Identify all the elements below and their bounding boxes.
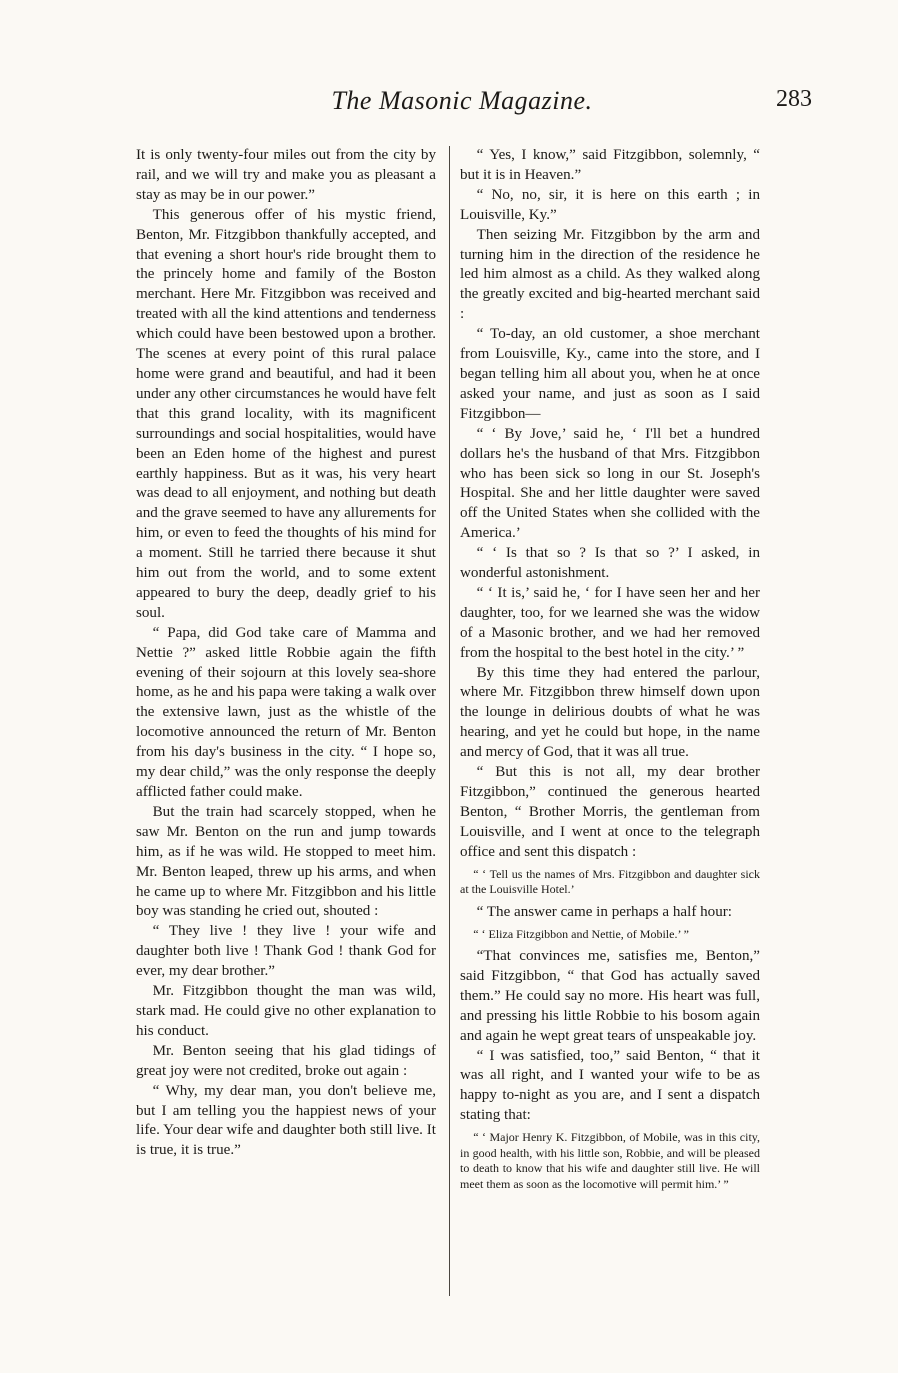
paragraph: But the train had scarcely stopped, when he saw Mr. Benton on the run and jump towards him, as if he was wild. He stopped to meet him. Mr. Benton leaped, threw up his arms, and when he came up to where Mr. Fitzgibbon and his little boy was standing he cried out, shouted :: [136, 803, 436, 920]
page-number: 283: [776, 86, 812, 112]
paragraph: “ No, no, sir, it is here on this earth ; in Louisville, Ky.”: [460, 186, 760, 223]
paragraph: “ Yes, I know,” said Fitzgibbon, solemnly, “ but it is in Heaven.”: [460, 147, 760, 183]
page-header: [132, 86, 812, 126]
paragraph: Mr. Fitzgibbon thought the man was wild, stark mad. He could give no other explanation to his conduct.: [136, 983, 436, 1039]
right-column: [460, 146, 760, 1197]
paragraph: By this time they had entered the parlour, where Mr. Fitzgibbon threw himself down upon the lounge in delirious doubts of what he was hearing, and yet he could but hope, in the name and mercy of God, that it was all true.: [460, 664, 760, 761]
paragraph: “ I was satisfied, too,” said Benton, “ that it was all right, and I wanted your wife to be as happy to-night as you are, and I sent a dispatch stating that:: [460, 1047, 760, 1124]
paragraph: “ Papa, did God take care of Mamma and Nettie ?” asked little Robbie again the fifth evening of their sojourn at this lovely sea-shore home, as he and his papa were taking a walk over the extensive lawn, just as the whistle of the locomotive announced the return of Mr. Benton from his day's business in the city. “ I hope so, my dear child,” was the only response the deeply afflicted father could make.: [136, 624, 436, 800]
telegram-quote: “ ‘ Major Henry K. Fitzgibbon, of Mobile, was in this city, in good health, with his little son, Robbie, and will be pleased to death to know that his wife and daughter still live. He will meet them as soon as the locomotive will permit him.’ ”: [460, 1130, 760, 1191]
telegram-quote: “ ‘ Tell us the names of Mrs. Fitzgibbon and daughter sick at the Louisville Hotel.’: [460, 866, 760, 897]
paragraph: This generous offer of his mystic friend, Benton, Mr. Fitzgibbon thankfully accepted, and that evening a short hour's ride brought them to the princely home and family of the Boston merchant. Here Mr. Fitzgibbon was received and treated with all the kind attentions and tenderness which could have been bestowed upon a brother. The scenes at every point of this rural palace home were grand and beautiful, and had it been under any other circumstances he would have felt that this grand locality, with its magnificent surroundings and social hospitalities, would have been an Eden home of the highest and purest earthly happiness. But as it was, his very heart was dead to all enjoyment, and nothing but death and the grave seemed to have any allurements for him, or even to feed the thoughts of his mind for a moment. Still he tarried there because it shut him out from the world, and to some extent appeared to bury the deep, deadly grief to his soul.: [136, 206, 436, 621]
column-divider: [449, 146, 450, 1296]
paragraph: Then seizing Mr. Fitzgibbon by the arm and turning him in the direction of the residence he led him almost as a child. As they walked along the greatly excited and big-hearted merchant said :: [460, 226, 760, 323]
paragraph: “That convinces me, satisfies me, Benton,” said Fitzgibbon, “ that God has actually saved them.” He could say no more. His heart was full, and pressing his little Robbie to his bosom again and again he wept great tears of unspeakable joy.: [460, 948, 760, 1044]
paragraph: “ To-day, an old customer, a shoe merchant from Louisville, Ky., came into the store, and I began telling him all about you, when he at once asked your name, and just as soon as I said Fitzgibbon—: [460, 326, 760, 422]
paragraph: Mr. Benton seeing that his glad tidings of great joy were not credited, broke out again :: [136, 1042, 436, 1079]
left-column: [136, 146, 436, 1161]
magazine-title: The Masonic Magazine.: [331, 86, 593, 115]
paragraph: “ But this is not all, my dear brother Fitzgibbon,” continued the generous hearted Benton, “ Brother Morris, the gentleman from Louisville, and I went at once to the telegraph office and sent this dispatch :: [460, 764, 760, 860]
paragraph: “ ‘ Is that so ? Is that so ?’ I asked, in wonderful astonishment.: [460, 545, 760, 582]
telegram-quote: “ ‘ Eliza Fitzgibbon and Nettie, of Mobile.’ ”: [473, 926, 689, 941]
paragraph: “ They live ! they live ! your wife and daughter both live ! Thank God ! thank God for ever, my dear brother.”: [136, 923, 436, 980]
paragraph: “ The answer came in perhaps a half hour:: [476, 903, 732, 920]
paragraph: “ Why, my dear man, you don't believe me, but I am telling you the happiest news of your life. Your dear wife and daughter both still live. It is true, it is true.”: [136, 1082, 436, 1159]
paragraph: It is only twenty-four miles out from the city by rail, and we will try and make you as pleasant a stay as may be in our power.”: [136, 147, 436, 203]
paragraph: “ ‘ By Jove,’ said he, ‘ I'll bet a hundred dollars he's the husband of that Mrs. Fitzgibbon who has been sick so long in our St. Joseph's Hospital. She and her little daughter were saved off the United States when she collided with the America.’: [460, 425, 760, 542]
paragraph: “ ‘ It is,’ said he, ‘ for I have seen her and her daughter, too, for we learned she was the widow of a Masonic brother, and we had her removed from the hospital to the best hotel in the city.’ ”: [460, 584, 760, 661]
